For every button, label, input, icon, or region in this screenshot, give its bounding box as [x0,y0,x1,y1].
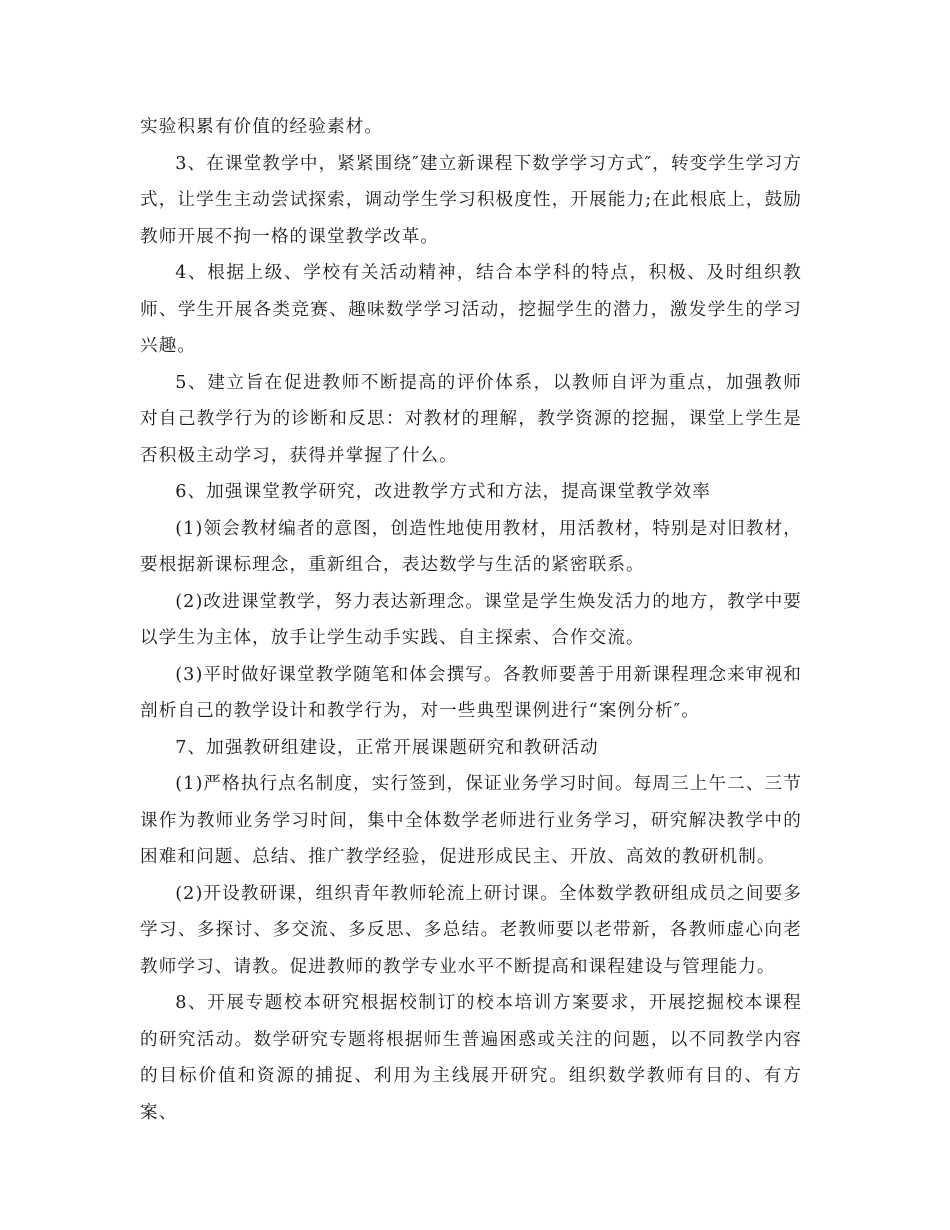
paragraph-item-4: 4、根据上级、学校有关活动精神，结合本学科的特点，积极、及时组织教师、学生开展各类竞赛、趣味数学学习活动，挖掘学生的潜力，激发学生的学习兴趣。 [140,263,802,356]
paragraph-item-3: 3、在课堂教学中，紧紧围绕″建立新课程下数学学习方式″，转变学生学习方式，让学生主动尝试探索，调动学生学习积极度性，开展能力;在此根底上，鼓励教师开展不拘一格的课堂教学改革。 [140,153,802,247]
paragraph-item-6-3: (3)平时做好课堂教学随笔和体会撰写。各教师要善于用新课程理念来审视和剖析自己的教学设计和教学行为，对一些典型课例进行“案例分析″。 [140,664,802,721]
document-page [140,109,802,1131]
paragraph-item-6-2: (2)改进课堂教学，努力表达新理念。课堂是学生焕发活力的地方，教学中要以学生为主体，放手让学生动手实践、自主探索、合作交流。 [140,591,802,648]
paragraph-item-7-1: (1)严格执行点名制度，实行签到，保证业务学习时间。每周三上午二、三节课作为教师业务学习时间，集中全体数学老师进行业务学习，研究解决教学中的困难和问题、总结、推广教学经验，促进形成民主、开放、高效的教研机制。 [140,774,802,867]
paragraph-item-7-2: (2)开设教研课，组织青年教师轮流上研讨课。全体数学教研组成员之间要多学习、多探讨、多交流、多反思、多总结。老教师要以老带新，各教师虚心向老教师学习、请教。促进教师的教学专业水平不断提高和课程建设与管理能力。 [140,883,802,977]
heading-item-7: 7、加强教研组建设，正常开展课题研究和教研活动 [175,737,599,758]
heading-item-6: 6、加强课堂教学研究，改进教学方式和方法，提高课堂教学效率 [175,482,711,502]
paragraph-continuation: 实验积累有价值的经验素材。 [140,117,384,137]
paragraph-item-5: 5、建立旨在促进教师不断提高的评价体系，以教师自评为重点，加强教师对自己教学行为的诊断和反思：对教材的理解，教学资源的挖掘，课堂上学生是否积极主动学习，获得并掌握了什么。 [140,372,802,466]
paragraph-item-8: 8、开展专题校本研究根据校制订的校本培训方案要求，开展挖掘校本课程的研究活动。数学研究专题将根据师生普遍困惑或关注的问题，以不同教学内容的目标价值和资源的捕捉、利用为主线展开研究。组织数学教师有目的、有方案、 [140,993,802,1123]
paragraph-item-6-1: (1)领会教材编者的意图，创造性地使用教材，用活教材，特别是对旧教材，要根据新课标理念，重新组合，表达数学与生活的紧密联系。 [140,518,802,575]
